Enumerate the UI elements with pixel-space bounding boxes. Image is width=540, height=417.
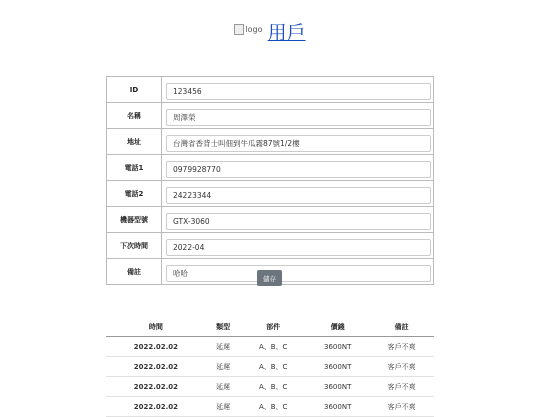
form-row-id	[107, 77, 434, 103]
column-header: 備註	[369, 318, 434, 337]
cell-parts: A、B、C	[240, 337, 306, 357]
cell-price: 3600NT	[306, 357, 369, 377]
cell-type: 延遲	[206, 357, 241, 377]
form-row-next-time	[107, 233, 434, 259]
cell-note: 客戶不爽	[369, 397, 434, 417]
column-header: 類型	[206, 318, 241, 337]
name-field[interactable]	[166, 109, 431, 126]
cell-note: 客戶不爽	[369, 337, 434, 357]
column-header: 價錢	[306, 318, 369, 337]
logo-image	[234, 24, 262, 35]
phone1-field[interactable]	[166, 161, 431, 178]
form-row-phone2	[107, 181, 434, 207]
table-row	[106, 377, 434, 397]
field-label: 地址	[107, 129, 162, 155]
history-table	[106, 318, 434, 417]
cell-note: 客戶不爽	[369, 357, 434, 377]
save-button[interactable]: 儲存	[257, 270, 282, 286]
form-row-phone1	[107, 155, 434, 181]
customer-form	[106, 76, 434, 285]
cell-price: 3600NT	[306, 377, 369, 397]
column-header: 時間	[106, 318, 206, 337]
form-row-address	[107, 129, 434, 155]
form-row-model	[107, 207, 434, 233]
history-header-row	[106, 318, 434, 337]
cell-type: 延遲	[206, 397, 241, 417]
cell-date: 2022.02.02	[106, 337, 206, 357]
cell-parts: A、B、C	[240, 377, 306, 397]
cell-type: 延遲	[206, 377, 241, 397]
note-field[interactable]	[166, 265, 431, 282]
field-label: 機器型號	[107, 207, 162, 233]
cell-date: 2022.02.02	[106, 357, 206, 377]
page-header	[0, 18, 540, 44]
field-label: 備註	[107, 259, 162, 285]
cell-note: 客戶不爽	[369, 377, 434, 397]
field-label: ID	[107, 77, 162, 103]
cell-price: 3600NT	[306, 397, 369, 417]
cell-date: 2022.02.02	[106, 377, 206, 397]
form-row-name	[107, 103, 434, 129]
column-header: 部件	[240, 318, 306, 337]
address-field[interactable]	[166, 135, 431, 152]
field-label: 下次時間	[107, 233, 162, 259]
table-row	[106, 397, 434, 417]
brand-link[interactable]: 用戶	[267, 22, 306, 44]
cell-parts: A、B、C	[240, 397, 306, 417]
table-row	[106, 357, 434, 377]
cell-price: 3600NT	[306, 337, 369, 357]
next-time-field[interactable]	[166, 239, 431, 256]
cell-parts: A、B、C	[240, 357, 306, 377]
field-label: 電話1	[107, 155, 162, 181]
field-label: 名稱	[107, 103, 162, 129]
phone2-field[interactable]	[166, 187, 431, 204]
field-label: 電話2	[107, 181, 162, 207]
model-field[interactable]	[166, 213, 431, 230]
logo-alt-text: logo	[245, 25, 263, 34]
table-row	[106, 337, 434, 357]
id-field[interactable]	[166, 83, 431, 100]
cell-type: 延遲	[206, 337, 241, 357]
cell-date: 2022.02.02	[106, 397, 206, 417]
broken-image-icon	[234, 24, 244, 35]
